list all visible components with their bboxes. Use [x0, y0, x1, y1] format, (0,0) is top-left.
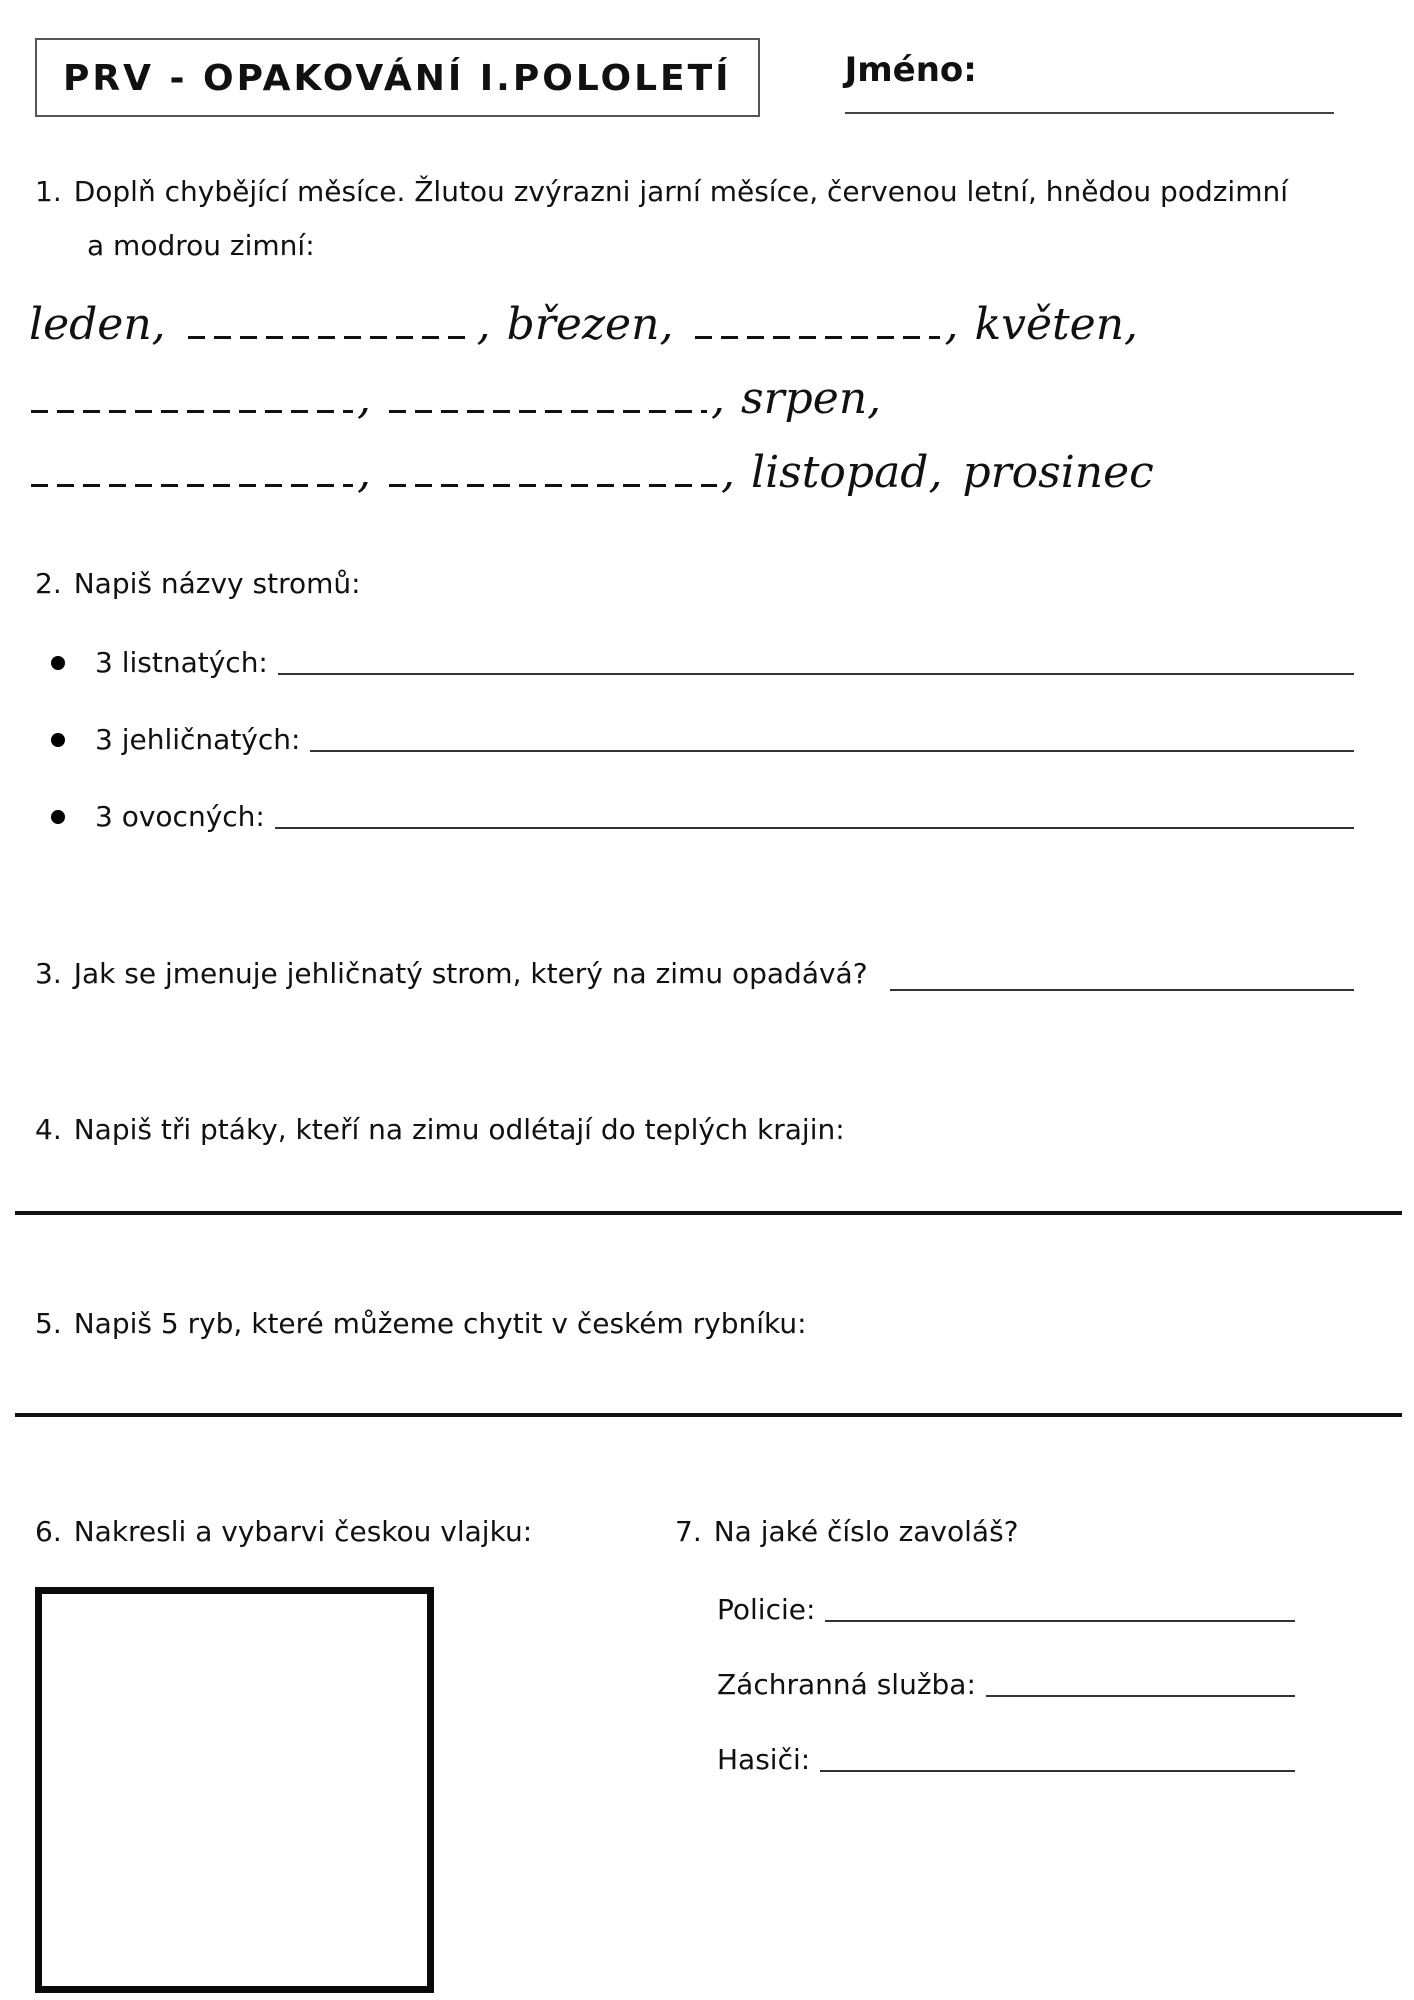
month-word: leden,	[29, 298, 166, 350]
tree-item	[35, 723, 1354, 756]
header	[35, 38, 1354, 117]
question-6	[35, 1513, 555, 1993]
phone-item	[717, 1743, 1295, 1776]
fill-in-blank	[31, 410, 353, 413]
question-7-number: 7.	[675, 1514, 702, 1548]
comma: ,	[476, 298, 491, 350]
question-5	[35, 1305, 1354, 1417]
month-word: srpen,	[741, 372, 882, 424]
answer-line	[310, 749, 1354, 752]
name-answer-line	[845, 112, 1334, 114]
question-7	[675, 1513, 1295, 1993]
month-word: prosinec	[962, 446, 1154, 498]
question-3-text: Jak se jmenuje jehličnatý strom, který na zimu opadává?	[73, 957, 868, 991]
answer-line	[986, 1694, 1295, 1697]
phone-label: Záchranná služba:	[717, 1667, 976, 1701]
question-2-number: 2.	[35, 566, 62, 600]
question-5-text: Napiš 5 ryb, které můžeme chytit v českém rybníku:	[73, 1306, 807, 1340]
fill-in-blank	[695, 336, 940, 339]
answer-line	[15, 1211, 1402, 1215]
question-4	[35, 1111, 1354, 1215]
comma: ,	[357, 372, 371, 424]
tree-item-label: 3 ovocných:	[95, 800, 265, 834]
month-word: březen,	[506, 298, 674, 350]
tree-item-label: 3 listnatých:	[95, 646, 268, 680]
phone-list	[675, 1593, 1295, 1776]
question-6-number: 6.	[35, 1514, 62, 1548]
fill-in-blank	[389, 484, 717, 487]
question-1-text-line1: 1. Doplň chybějící měsíce. Žlutou zvýrazni jarní měsíce, červenou letní, hnědou podzimní	[35, 173, 1354, 211]
name-label: Jméno:	[844, 50, 977, 90]
fill-in-blank	[188, 336, 473, 339]
question-3-number: 3.	[35, 957, 62, 991]
month-word: listopad,	[751, 446, 943, 498]
answer-line	[890, 988, 1354, 991]
phone-item	[717, 1668, 1295, 1701]
question-3	[35, 955, 1354, 993]
tree-item	[35, 646, 1354, 679]
tree-item-label: 3 jehličnatých:	[95, 723, 301, 757]
page-title: PRV - OPAKOVÁNÍ I.POLOLETÍ	[35, 38, 760, 117]
question-4-number: 4.	[35, 1113, 62, 1147]
answer-line	[820, 1769, 1295, 1772]
question-1	[29, 173, 1354, 498]
month-row	[23, 423, 1354, 497]
fill-in-blank	[31, 484, 353, 487]
comma: ,	[944, 298, 959, 350]
question-2	[35, 565, 1354, 834]
bottom-row	[35, 1513, 1354, 1993]
question-1-text-line2: a modrou zimní:	[87, 228, 315, 262]
months-rows	[23, 275, 1354, 497]
answer-line	[278, 672, 1354, 675]
bullet-icon	[51, 810, 65, 824]
bullet-icon	[51, 656, 65, 670]
comma: ,	[721, 446, 735, 498]
tree-list	[35, 646, 1354, 833]
bullet-icon	[51, 733, 65, 747]
comma: ,	[357, 446, 371, 498]
question-7-text: Na jaké číslo zavoláš?	[713, 1514, 1019, 1548]
month-word: květen,	[974, 298, 1139, 350]
tree-item	[35, 800, 1354, 833]
answer-line	[275, 826, 1354, 829]
question-4-text: Napiš tři ptáky, kteří na zimu odlétají do teplých krajin:	[73, 1113, 845, 1147]
month-row	[23, 275, 1354, 349]
question-2-text: 2. Napiš názvy stromů:	[35, 565, 1354, 603]
phone-item	[717, 1593, 1295, 1626]
name-field-area	[845, 38, 1354, 114]
fill-in-blank	[389, 410, 707, 413]
question-1-number: 1.	[35, 175, 62, 208]
flag-drawing-box	[35, 1587, 434, 1993]
comma: ,	[711, 372, 725, 424]
answer-line	[15, 1413, 1402, 1417]
question-5-number: 5.	[35, 1306, 62, 1340]
answer-line	[825, 1619, 1295, 1622]
month-row	[23, 349, 1354, 423]
question-6-text: Nakresli a vybarvi českou vlajku:	[73, 1514, 533, 1548]
phone-label: Policie:	[717, 1592, 816, 1626]
phone-label: Hasiči:	[717, 1742, 811, 1776]
